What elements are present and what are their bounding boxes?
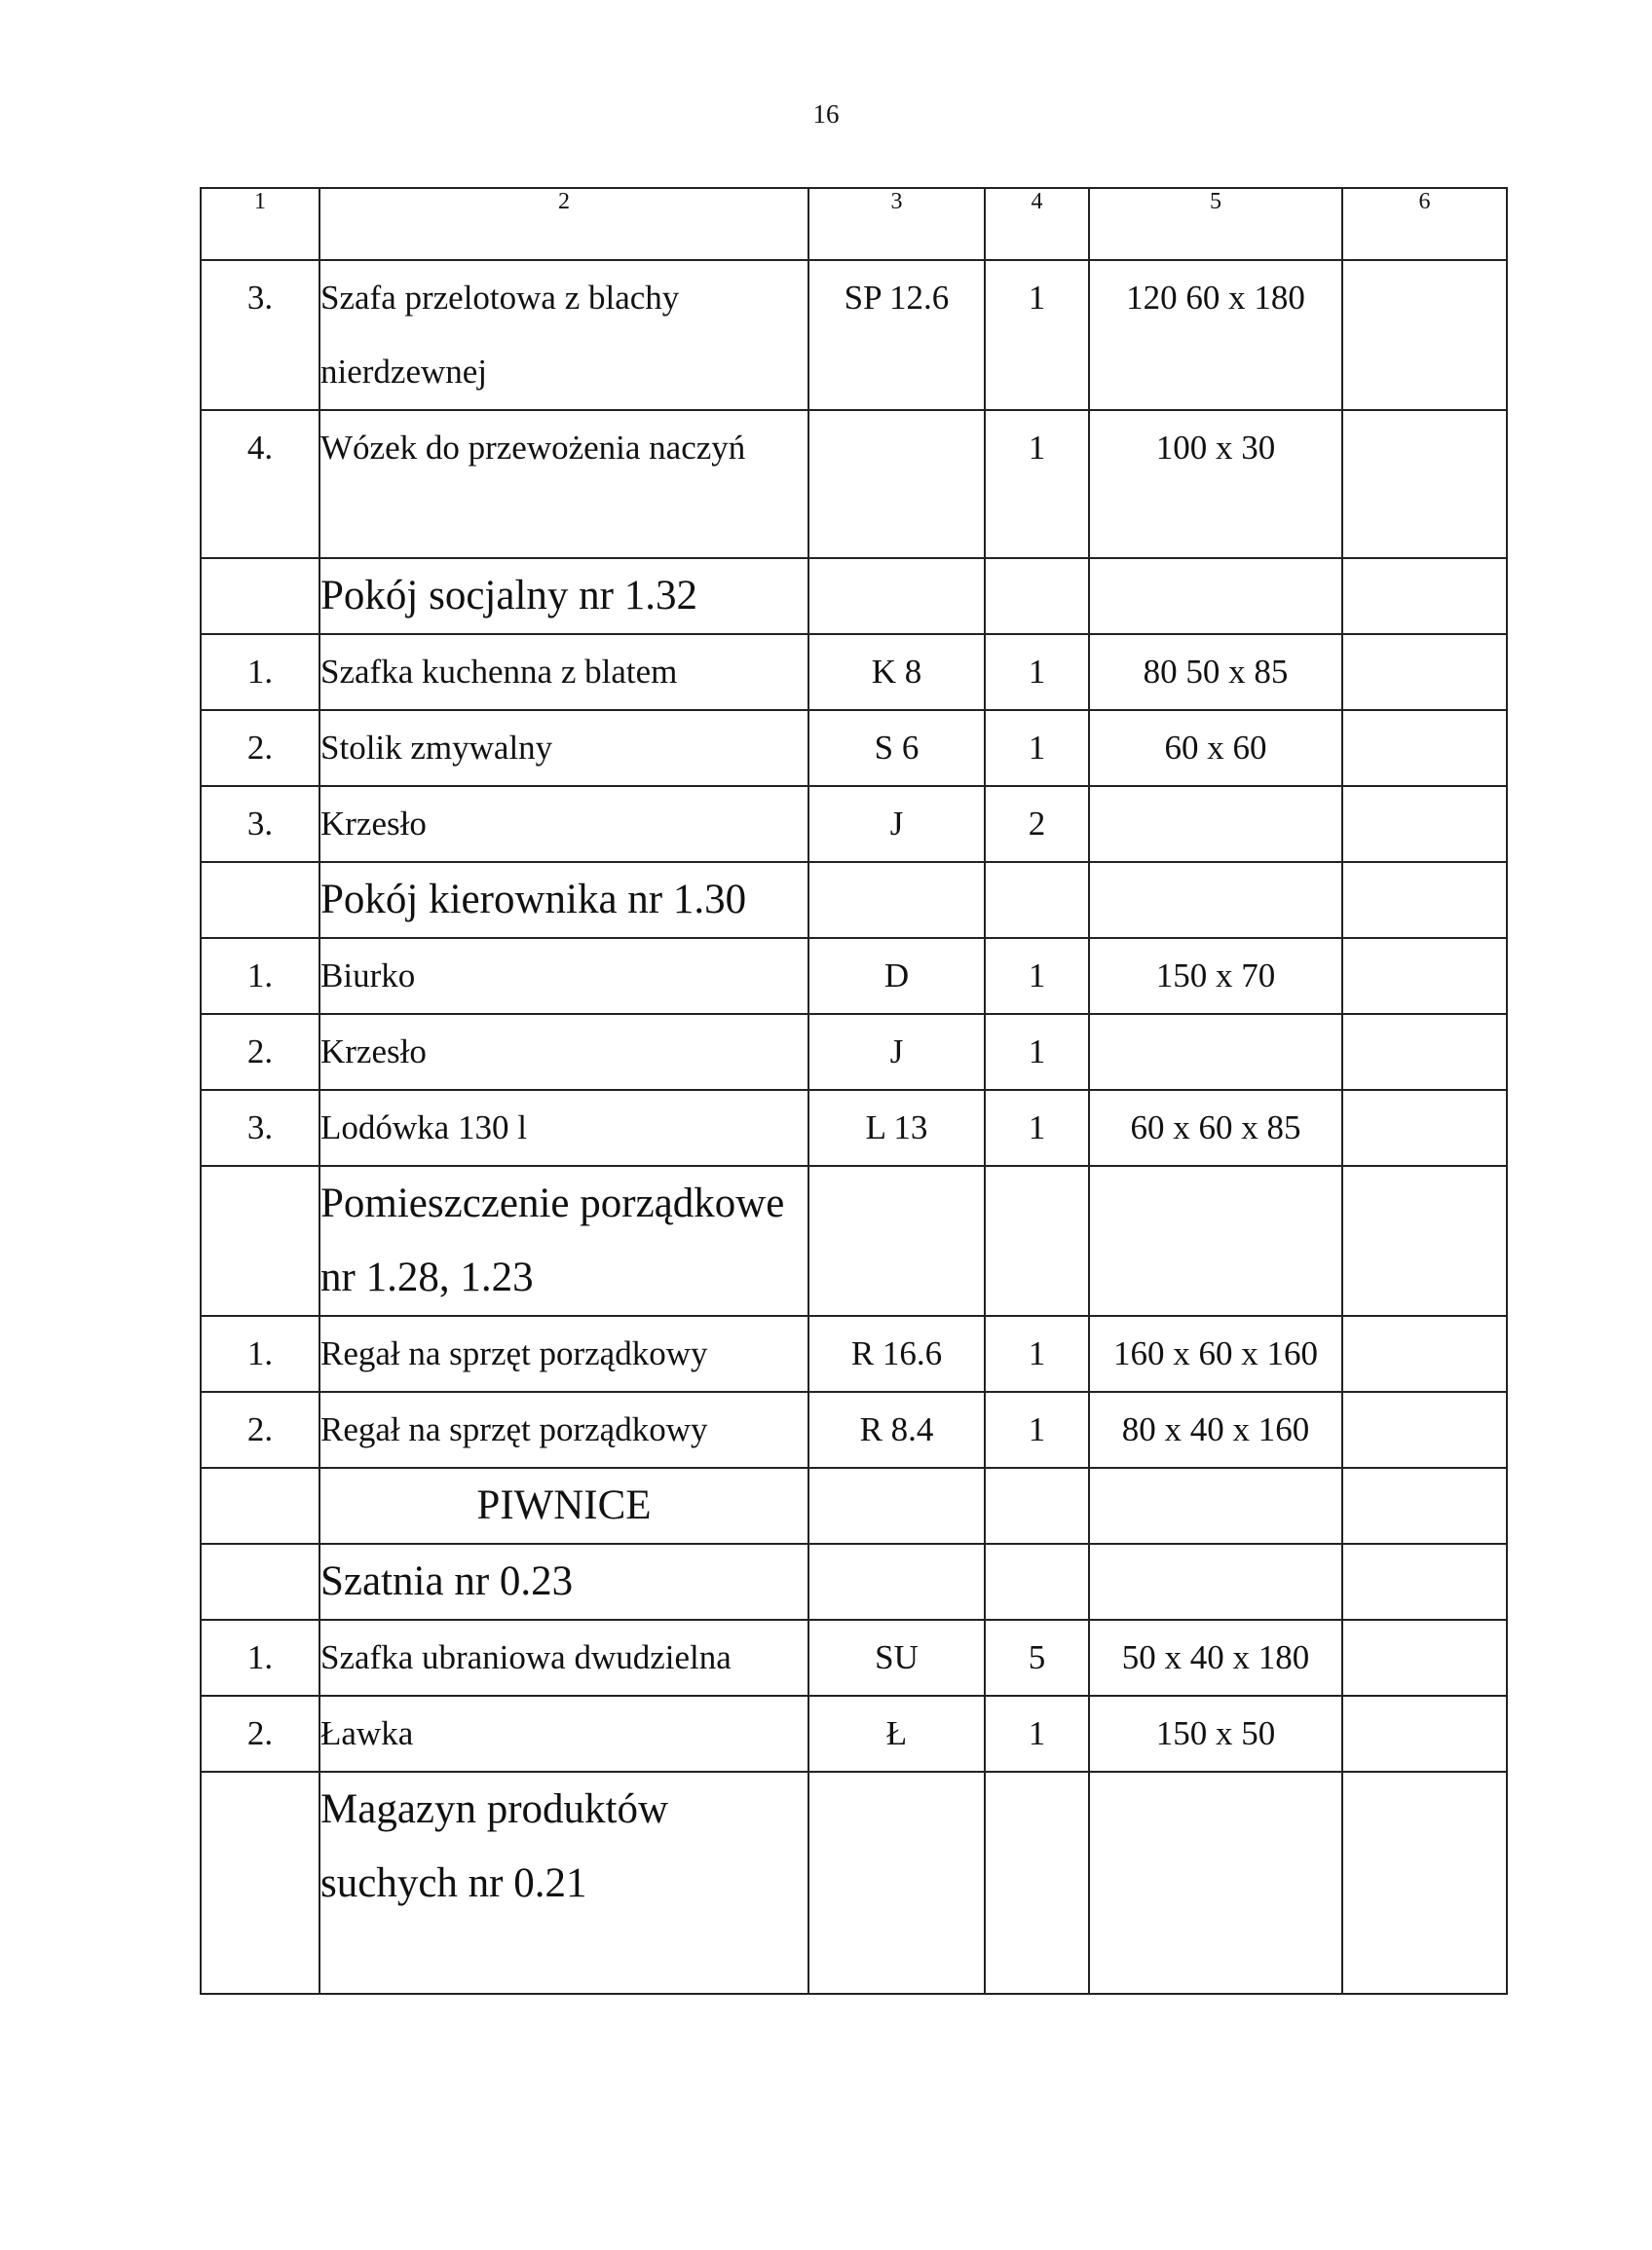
item-name: Regał na sprzęt porządkowy: [319, 1392, 808, 1468]
item-symbol: R 8.4: [808, 1392, 985, 1468]
item-dimensions: [1089, 1014, 1342, 1090]
item-notes: [1342, 786, 1507, 862]
section-row: [201, 1544, 1507, 1620]
item-dimensions: 50 x 40 x 180: [1089, 1620, 1342, 1696]
item-symbol: R 16.6: [808, 1316, 985, 1392]
table-row: [201, 1014, 1507, 1090]
item-number: 1.: [201, 1316, 319, 1392]
item-quantity: 2: [985, 786, 1089, 862]
item-name: Szafka ubraniowa dwudzielna: [319, 1620, 808, 1696]
item-number: 3.: [201, 260, 319, 410]
column-header: 6: [1342, 188, 1507, 260]
item-notes: [1342, 634, 1507, 710]
section-title: Pomieszczenie porządkowe nr 1.28, 1.23: [319, 1166, 808, 1316]
item-number: 1.: [201, 1620, 319, 1696]
section-title: Pokój kierownika nr 1.30: [319, 862, 808, 938]
table-row: [201, 1620, 1507, 1696]
column-header: 5: [1089, 188, 1342, 260]
item-symbol: Ł: [808, 1696, 985, 1772]
section-row: [201, 558, 1507, 634]
item-name: Wózek do przewożenia naczyń: [319, 410, 808, 558]
table-row: [201, 938, 1507, 1014]
column-header: 4: [985, 188, 1089, 260]
item-symbol: J: [808, 1014, 985, 1090]
item-quantity: 1: [985, 260, 1089, 410]
equipment-table: [200, 187, 1508, 1995]
item-notes: [1342, 1090, 1507, 1166]
item-dimensions: [1089, 786, 1342, 862]
item-symbol: SU: [808, 1620, 985, 1696]
table-row: [201, 1090, 1507, 1166]
item-quantity: 1: [985, 1014, 1089, 1090]
item-name: Szafa przelotowa z blachy nierdzewnej: [319, 260, 808, 410]
item-name: Biurko: [319, 938, 808, 1014]
section-row: [201, 1772, 1507, 1994]
item-name: Ławka: [319, 1696, 808, 1772]
item-number: 1.: [201, 634, 319, 710]
item-symbol: J: [808, 786, 985, 862]
item-dimensions: 160 x 60 x 160: [1089, 1316, 1342, 1392]
section-row: [201, 862, 1507, 938]
item-notes: [1342, 1392, 1507, 1468]
item-notes: [1342, 1014, 1507, 1090]
table-row: [201, 410, 1507, 558]
column-header: 2: [319, 188, 808, 260]
item-dimensions: 60 x 60: [1089, 710, 1342, 786]
item-name: Stolik zmywalny: [319, 710, 808, 786]
table-row: [201, 1696, 1507, 1772]
item-dimensions: 100 x 30: [1089, 410, 1342, 558]
item-number: 2.: [201, 1392, 319, 1468]
item-quantity: 1: [985, 1090, 1089, 1166]
item-symbol: [808, 410, 985, 558]
item-notes: [1342, 1696, 1507, 1772]
item-name: Lodówka 130 l: [319, 1090, 808, 1166]
item-dimensions: 80 x 40 x 160: [1089, 1392, 1342, 1468]
section-title: Szatnia nr 0.23: [319, 1544, 808, 1620]
item-notes: [1342, 1316, 1507, 1392]
table-row: [201, 1392, 1507, 1468]
item-number: 3.: [201, 1090, 319, 1166]
item-dimensions: 150 x 70: [1089, 938, 1342, 1014]
item-symbol: SP 12.6: [808, 260, 985, 410]
section-row: [201, 1166, 1507, 1316]
table-row: [201, 1316, 1507, 1392]
item-notes: [1342, 938, 1507, 1014]
item-quantity: 1: [985, 634, 1089, 710]
section-title: PIWNICE: [319, 1468, 808, 1544]
column-header: 3: [808, 188, 985, 260]
item-number: 1.: [201, 938, 319, 1014]
item-notes: [1342, 410, 1507, 558]
item-number: 2.: [201, 1696, 319, 1772]
item-quantity: 1: [985, 1392, 1089, 1468]
item-notes: [1342, 1620, 1507, 1696]
item-name: Regał na sprzęt porządkowy: [319, 1316, 808, 1392]
header-row: [201, 188, 1507, 260]
item-symbol: D: [808, 938, 985, 1014]
item-symbol: K 8: [808, 634, 985, 710]
column-header: 1: [201, 188, 319, 260]
item-dimensions: 60 x 60 x 85: [1089, 1090, 1342, 1166]
item-quantity: 1: [985, 1696, 1089, 1772]
section-title: Pokój socjalny nr 1.32: [319, 558, 808, 634]
item-symbol: L 13: [808, 1090, 985, 1166]
section-title: Magazyn produktów suchych nr 0.21: [319, 1772, 808, 1994]
item-number: 4.: [201, 410, 319, 558]
item-dimensions: 150 x 50: [1089, 1696, 1342, 1772]
item-quantity: 1: [985, 1316, 1089, 1392]
item-quantity: 1: [985, 938, 1089, 1014]
item-name: Krzesło: [319, 1014, 808, 1090]
item-name: Krzesło: [319, 786, 808, 862]
item-number: 3.: [201, 786, 319, 862]
item-quantity: 5: [985, 1620, 1089, 1696]
table-row: [201, 260, 1507, 410]
table-row: [201, 786, 1507, 862]
item-quantity: 1: [985, 410, 1089, 558]
page-number: 16: [812, 99, 840, 129]
item-symbol: S 6: [808, 710, 985, 786]
table-row: [201, 634, 1507, 710]
table-row: [201, 710, 1507, 786]
item-notes: [1342, 710, 1507, 786]
item-notes: [1342, 260, 1507, 410]
item-dimensions: 120 60 x 180: [1089, 260, 1342, 410]
item-number: 2.: [201, 1014, 319, 1090]
section-row: [201, 1468, 1507, 1544]
item-quantity: 1: [985, 710, 1089, 786]
item-name: Szafka kuchenna z blatem: [319, 634, 808, 710]
item-dimensions: 80 50 x 85: [1089, 634, 1342, 710]
item-number: 2.: [201, 710, 319, 786]
